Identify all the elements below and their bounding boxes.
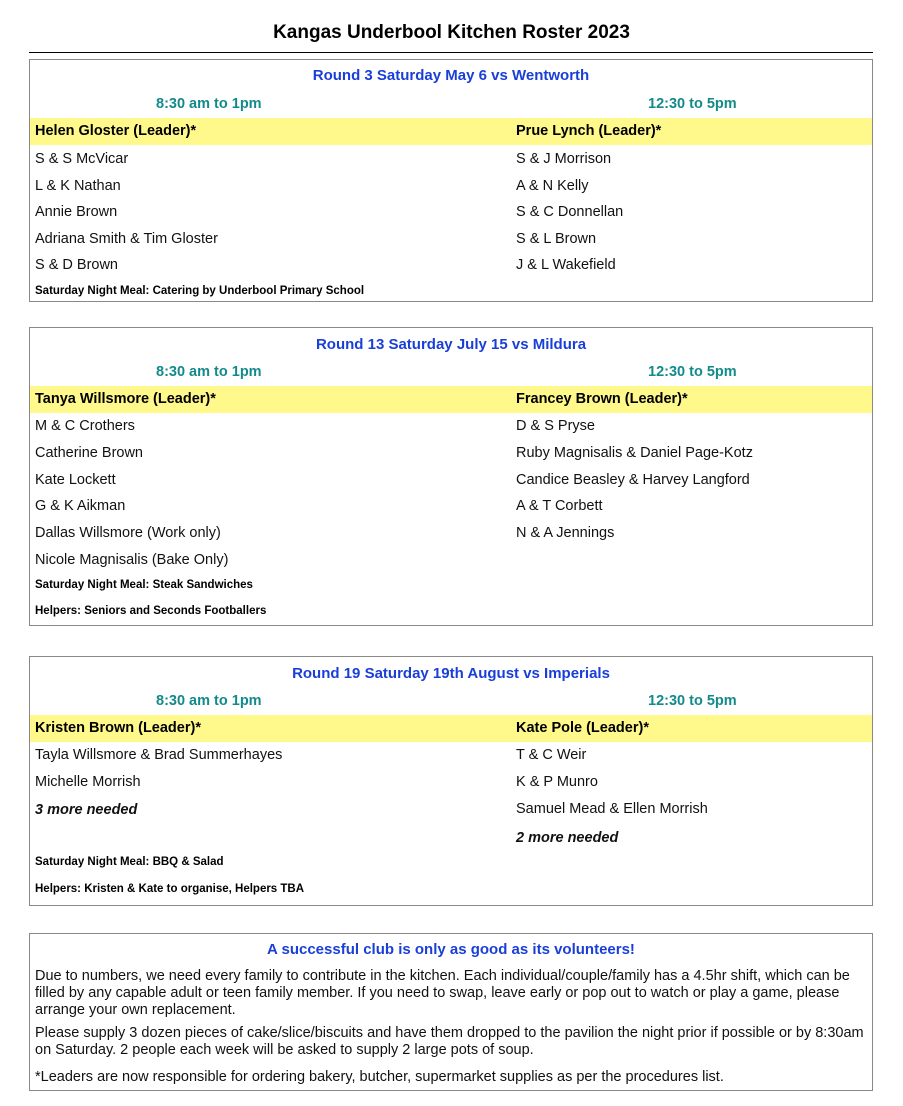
morning-leader: Helen Gloster (Leader)*: [35, 123, 197, 139]
title-divider: [29, 52, 873, 53]
afternoon-volunteer: A & N Kelly: [516, 178, 589, 194]
afternoon-leader: Kate Pole (Leader)*: [516, 720, 649, 736]
morning-shift-time: 8:30 am to 1pm: [156, 96, 262, 112]
morning-volunteer: Nicole Magnisalis (Bake Only): [35, 552, 229, 568]
afternoon-leader: Francey Brown (Leader)*: [516, 391, 688, 407]
morning-volunteer: Catherine Brown: [35, 445, 143, 461]
volunteers-heading: A successful club is only as good as its volunteers!: [267, 941, 635, 958]
afternoon-volunteer: S & L Brown: [516, 231, 597, 247]
saturday-night-meal-note: Saturday Night Meal: Steak Sandwiches: [35, 579, 253, 591]
morning-shift-time: 8:30 am to 1pm: [156, 693, 262, 709]
afternoon-volunteer: N & A Jennings: [516, 525, 615, 541]
round-heading: Round 13 Saturday July 15 vs Mildura: [315, 336, 587, 353]
helpers-note: Helpers: Seniors and Seconds Footballers: [35, 605, 267, 617]
morning-volunteer: Adriana Smith & Tim Gloster: [35, 231, 218, 247]
info-paragraph: *Leaders are now responsible for ordering bakery, butcher, supermarket supplies as per the procedures list.: [35, 1069, 724, 1085]
afternoon-volunteer: A & T Corbett: [516, 498, 603, 514]
afternoon-volunteer: K & P Munro: [516, 774, 598, 790]
info-paragraph: Due to numbers, we need every family to contribute in the kitchen. Each individual/couple/family has a 4.5hr shift, which can be filled by any capable adult or teen family member. If you need to swap, leave early or pop out to watch or play a game, please arrange your own replacement.: [35, 968, 850, 1018]
morning-volunteer: Tayla Willsmore & Brad Summerhayes: [35, 747, 283, 763]
round-heading: Round 3 Saturday May 6 vs Wentworth: [312, 67, 590, 84]
info-paragraph: Please supply 3 dozen pieces of cake/slice/biscuits and have them dropped to the pavilion the night prior if possible or by 8:30am on Saturday. 2 people each week will be asked to supply 2 large pots of soup.: [35, 1025, 864, 1058]
morning-volunteer: L & K Nathan: [35, 178, 121, 194]
round-card-3: [29, 59, 873, 302]
morning-volunteer: Annie Brown: [35, 204, 118, 220]
afternoon-volunteer: S & J Morrison: [516, 151, 612, 167]
morning-volunteer: Michelle Morrish: [35, 774, 141, 790]
round-heading: Round 19 Saturday 19th August vs Imperials: [292, 665, 610, 682]
afternoon-volunteer: J & L Wakefield: [516, 257, 616, 273]
afternoon-volunteer: Ruby Magnisalis & Daniel Page-Kotz: [516, 445, 753, 461]
morning-leader: Kristen Brown (Leader)*: [35, 720, 201, 736]
volunteers-info-box: [29, 933, 873, 1091]
afternoon-shift-time: 12:30 to 5pm: [648, 96, 737, 112]
afternoon-volunteer: D & S Pryse: [516, 418, 595, 434]
afternoon-volunteer: Samuel Mead & Ellen Morrish: [516, 801, 708, 817]
saturday-night-meal-note: Saturday Night Meal: BBQ & Salad: [35, 856, 224, 868]
afternoon-volunteer: Candice Beasley & Harvey Langford: [516, 472, 750, 488]
helpers-note: Helpers: Kristen & Kate to organise, Helpers TBA: [35, 883, 305, 895]
morning-volunteer: Dallas Willsmore (Work only): [35, 525, 221, 541]
morning-volunteer: M & C Crothers: [35, 418, 135, 434]
afternoon-more-needed: 2 more needed: [516, 830, 619, 846]
morning-volunteer: S & D Brown: [35, 257, 118, 273]
page-title: Kangas Underbool Kitchen Roster 2023: [273, 22, 630, 43]
afternoon-shift-time: 12:30 to 5pm: [648, 693, 737, 709]
morning-more-needed: 3 more needed: [35, 802, 138, 818]
morning-volunteer: G & K Aikman: [35, 498, 126, 514]
morning-shift-time: 8:30 am to 1pm: [156, 364, 262, 380]
round-card-19: [29, 656, 873, 906]
afternoon-leader: Prue Lynch (Leader)*: [516, 123, 662, 139]
morning-volunteer: Kate Lockett: [35, 472, 116, 488]
morning-volunteer: S & S McVicar: [35, 151, 129, 167]
afternoon-volunteer: T & C Weir: [516, 747, 587, 763]
saturday-night-meal-note: Saturday Night Meal: Catering by Underbool Primary School: [35, 285, 365, 297]
afternoon-volunteer: S & C Donnellan: [516, 204, 624, 220]
morning-leader: Tanya Willsmore (Leader)*: [35, 391, 216, 407]
round-card-13: [29, 327, 873, 626]
afternoon-shift-time: 12:30 to 5pm: [648, 364, 737, 380]
